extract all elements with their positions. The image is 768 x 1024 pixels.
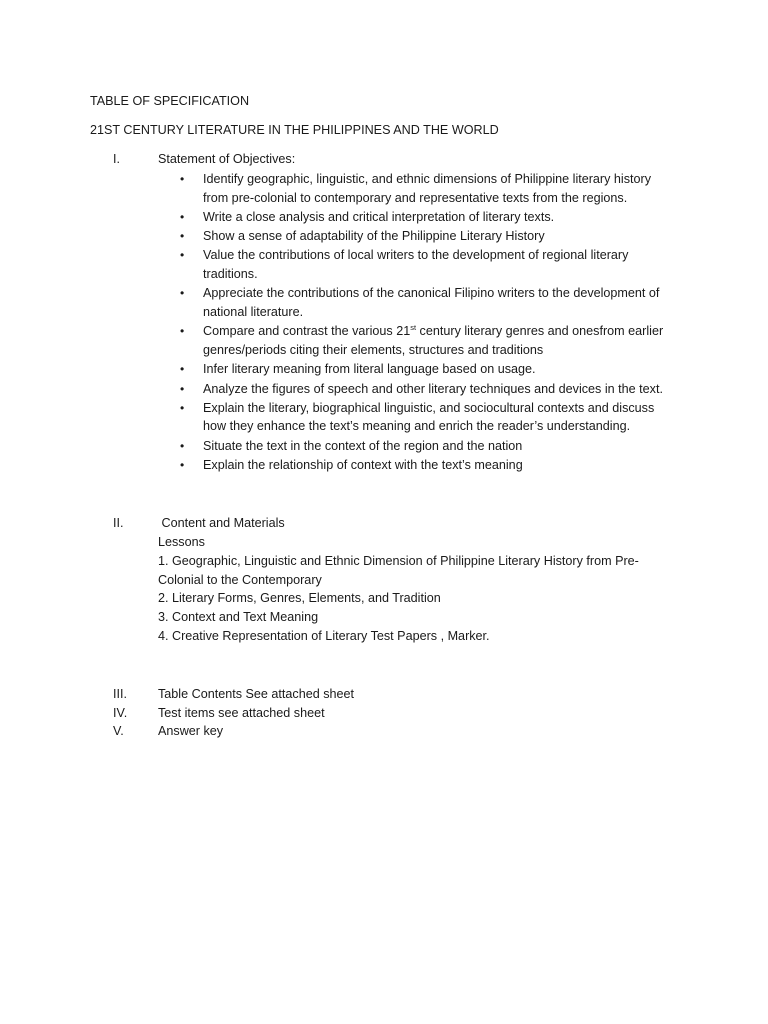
objective-item [180, 399, 680, 437]
objective-item [180, 170, 680, 208]
section-heading-test-items: Test items see attached sheet [158, 706, 325, 720]
section-numeral-1: I. [113, 152, 120, 166]
document-title: TABLE OF SPECIFICATION [90, 94, 250, 108]
objective-line: Appreciate the contributions of the canonical Filipino writers to the development of [203, 286, 660, 301]
objective-line: traditions. [203, 267, 258, 282]
section-heading-content: Content and Materials [158, 516, 285, 530]
lesson-line: 4. Creative Representation of Literary Test Papers , Marker. [158, 628, 490, 643]
objective-item [180, 208, 680, 227]
section-numeral-3: III. [113, 687, 127, 701]
bullet-icon: • [180, 248, 185, 263]
objective-item [180, 284, 680, 322]
lesson-line: Colonial to the Contemporary [158, 572, 322, 587]
lesson-line: 2. Literary Forms, Genres, Elements, and Tradition [158, 591, 441, 606]
section-heading-table-contents: Table Contents See attached sheet [158, 687, 355, 701]
lesson-line: 1. Geographic, Linguistic and Ethnic Dimension of Philippine Literary History from Pre- [158, 553, 639, 568]
objective-line: Explain the literary, biographical linguistic, and sociocultural contexts and discuss [203, 400, 655, 415]
bullet-icon: • [180, 438, 185, 453]
objective-line: how they enhance the text’s meaning and enrich the reader’s understanding. [203, 419, 631, 434]
section-numeral-4: IV. [113, 706, 128, 720]
bullet-icon: • [180, 286, 185, 301]
lessons-block [158, 533, 678, 646]
objective-line: Infer literary meaning from literal language based on usage. [203, 362, 536, 377]
bullet-icon: • [180, 362, 185, 377]
ordinal-suffix: st [410, 323, 417, 333]
objective-item [180, 437, 680, 456]
objective-text: century literary genres and onesfrom earlier [416, 324, 664, 339]
objective-line [203, 322, 680, 341]
objective-line: national literature. [203, 305, 304, 320]
lesson-line: 3. Context and Text Meaning [158, 610, 319, 625]
bullet-icon: • [180, 457, 185, 472]
objective-line: Identify geographic, linguistic, and ethnic dimensions of Philippine literary history [203, 172, 652, 186]
objective-item [180, 246, 680, 284]
bullet-icon: • [180, 172, 185, 186]
objective-line: Analyze the figures of speech and other literary techniques and devices in the text. [203, 381, 663, 396]
objective-line: Show a sense of adaptability of the Philippine Literary History [203, 229, 545, 244]
objective-line: Write a close analysis and critical interpretation of literary texts. [203, 209, 555, 224]
bullet-icon: • [180, 324, 185, 339]
objective-text: Compare and contrast the various 21 [203, 324, 411, 339]
bullet-icon: • [180, 229, 185, 244]
lessons-label: Lessons [158, 535, 205, 549]
objective-item [180, 380, 680, 399]
document-subtitle: 21ST CENTURY LITERATURE IN THE PHILIPPINES AND THE WORLD [90, 123, 499, 137]
objective-item [180, 227, 680, 246]
objective-line: Value the contributions of local writers to the development of regional literary [203, 248, 629, 263]
bullet-icon: • [180, 381, 185, 396]
section-heading-answer-key: Answer key [158, 724, 224, 738]
section-numeral-5: V. [113, 724, 124, 738]
section-heading-objectives: Statement of Objectives: [158, 152, 296, 166]
objective-item [180, 360, 680, 379]
objective-line: Situate the text in the context of the region and the nation [203, 438, 523, 453]
section-numeral-2: II. [113, 516, 124, 530]
objective-line: from pre-colonial to contemporary and representative texts from the regions. [203, 190, 628, 205]
objectives-list [180, 170, 680, 475]
objective-item [180, 322, 680, 360]
objective-line: genres/periods citing their elements, structures and traditions [203, 343, 544, 358]
bullet-icon: • [180, 400, 185, 415]
objective-item [180, 456, 680, 475]
bullet-icon: • [180, 209, 185, 224]
objective-line: Explain the relationship of context with the text’s meaning [203, 457, 523, 472]
